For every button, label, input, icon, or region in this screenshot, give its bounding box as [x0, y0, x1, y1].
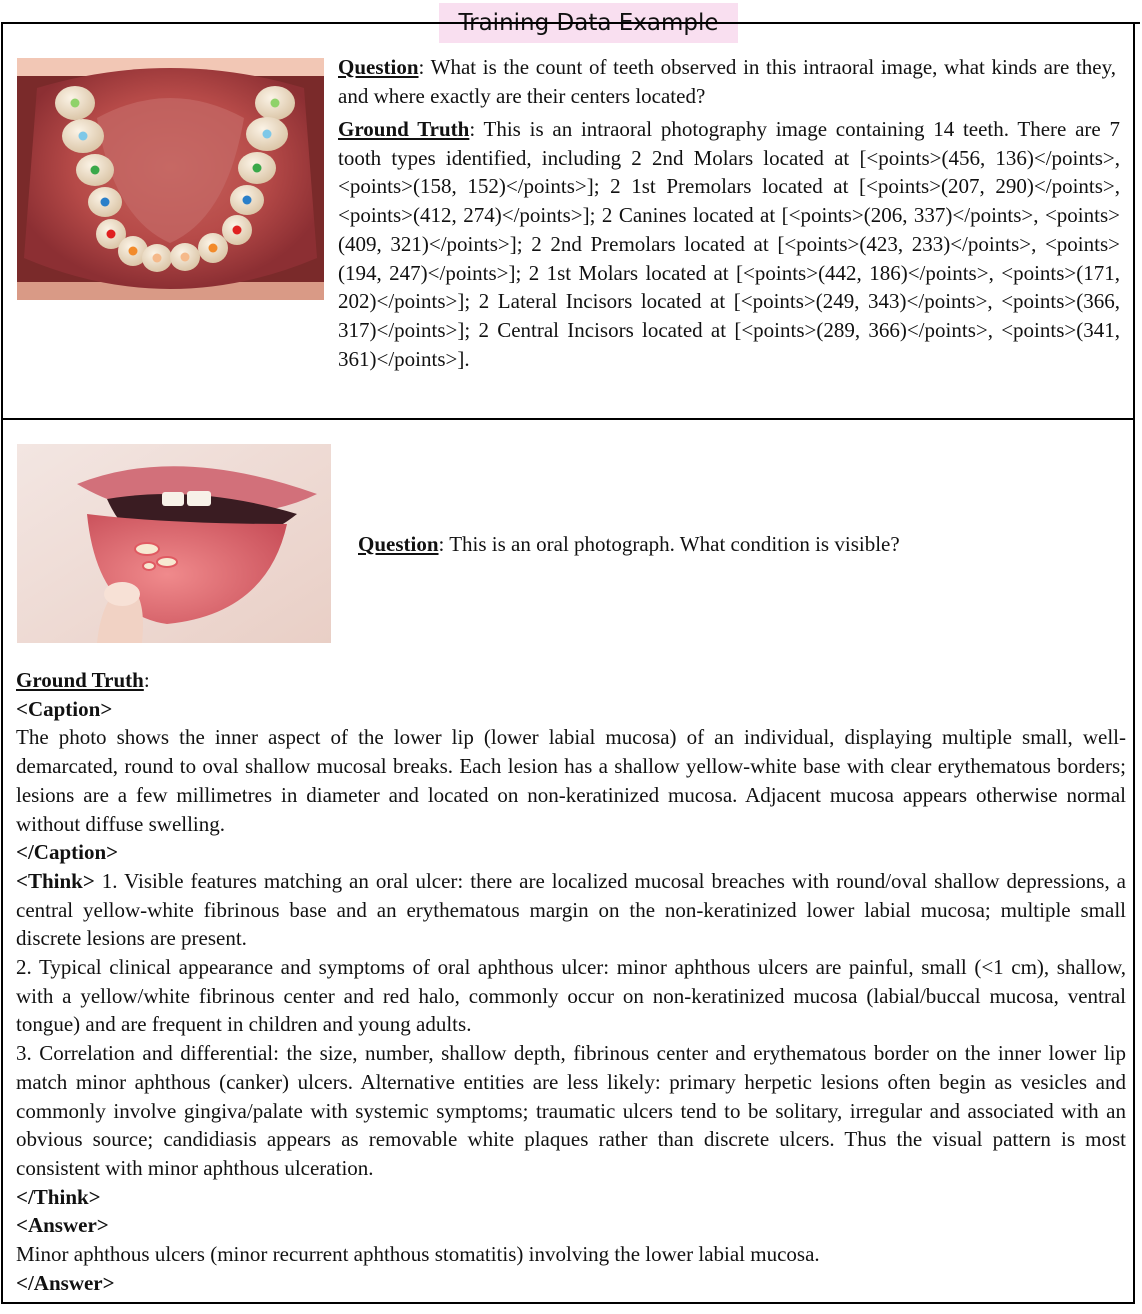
think-step-2: 2. Typical clinical appearance and symptoms of oral aphthous ulcer: minor aphthous ulcers are painful, small (<1 cm), shallow, with a yellow/white fibrinous center and red halo, commonly occur on non-keratinized mucosa (labial/buccal mucosa, ventral tongue) and are frequent in children and young adults.	[16, 955, 1126, 1037]
oral-ulcer-photo-illustration	[17, 444, 331, 643]
question-text: : What is the count of teeth observed in this intraoral image, what kinds are they, and where exactly are their centers located?	[338, 55, 1116, 108]
caption-text: The photo shows the inner aspect of the lower lip (lower labial mucosa) of an individual, displaying multiple small, well-demarcated, round to oval shallow mucosal breaks. Each lesion has a shallow yellow-white base with clear erythematous borders; lesions are a few millimetres in diameter and located on non-keratinized mucosa. Adjacent mucosa appears otherwise normal without diffuse swelling.	[16, 725, 1126, 836]
tooth-center-marker	[107, 230, 116, 239]
example2-question	[358, 530, 1128, 559]
caption-close-tag: </Caption>	[16, 840, 119, 865]
tooth-center-marker	[153, 254, 162, 263]
answer-open-tag: <Answer>	[16, 1213, 109, 1238]
tooth-center-marker	[253, 164, 262, 173]
ground-truth-heading	[16, 666, 1126, 695]
ground-truth-label: Ground Truth	[338, 117, 470, 141]
tooth-center-marker	[271, 99, 280, 108]
tooth-center-marker	[91, 166, 100, 175]
question-label: Question	[338, 55, 419, 79]
example1-ground-truth	[338, 115, 1120, 373]
example1-question	[338, 53, 1116, 110]
tooth-center-marker	[263, 130, 272, 139]
tooth-center-marker	[71, 99, 80, 108]
intraoral-photo	[17, 58, 324, 300]
think-close-tag: </Think>	[16, 1184, 101, 1209]
caption-open-tag: <Caption>	[16, 696, 113, 721]
tooth-center-marker	[209, 244, 218, 253]
think-step-1-text: 1. Visible features matching an oral ulcer: there are localized mucosal breaches with round/oval shallow depressions, a central yellow-white fibrinous base and an erythematous margin on the non-keratinized lower labial mucosa; multiple small discrete lesions are present.	[16, 868, 1126, 951]
answer-text: Minor aphthous ulcers (minor recurrent aphthous stomatitis) involving the lower labial mucosa.	[16, 1242, 820, 1267]
answer-close-tag: </Answer>	[16, 1270, 115, 1295]
think-open-tag: <Think>	[16, 868, 95, 893]
example2-ground-truth	[16, 666, 1126, 1297]
think-step-1	[16, 867, 1126, 953]
question-label: Question	[358, 532, 439, 556]
tooth-center-marker	[101, 198, 110, 207]
tooth-center-marker	[129, 247, 138, 256]
think-step-3: 3. Correlation and differential: the size, number, shallow depth, fibrinous center and erythematous border on the inner lower lip match minor aphthous (canker) ulcers. Alternative entities are less likely: primary herpetic lesions often begin as vesicles and commonly involve gingiva/palate with systemic symptoms; traumatic ulcers tend to be solitary, irregular and associated with an obvious source; candidiasis appears as removable white plaques rather than discrete ulcers. Thus the visual pattern is most consistent with minor aphthous ulceration.	[16, 1041, 1126, 1180]
ground-truth-colon: :	[143, 668, 150, 692]
figure-title: Training Data Example	[439, 3, 738, 43]
oral-ulcer-photo	[17, 444, 331, 643]
tooth-center-marker	[181, 253, 190, 262]
ground-truth-label: Ground Truth	[16, 668, 144, 692]
intraoral-photo-illustration	[17, 58, 324, 300]
tooth-center-marker	[243, 196, 252, 205]
tooth-center-marker	[79, 132, 88, 141]
tooth-center-marker	[233, 226, 242, 235]
question-text: : This is an oral photograph. What condition is visible?	[438, 532, 900, 556]
ground-truth-text: : This is an intraoral photography image containing 14 teeth. There are 7 tooth types identified, including 2 2nd Molars located at [<points>(456, 136)</points>, <points>(158, 152)</points>]; 2 1st Premolars located at [<points>(207, 290)</points>, <points>(412, 274)</points>]; 2 Canines located at [<points>(206, 337)</points>, <points>(409, 321)</points>]; 2 2nd Premolars located at [<points>(423, 233)</points>, <points>(194, 247)</points>]; 2 1st Molars located at [<points>(442, 186)</points>, <points>(171, 202)</points>]; 2 Lateral Incisors located at [<points>(249, 343)</points>, <points>(366, 317)</points>]; 2 Central Incisors located at [<points>(289, 366)</points>, <points>(341, 361)</points>].	[338, 117, 1120, 371]
